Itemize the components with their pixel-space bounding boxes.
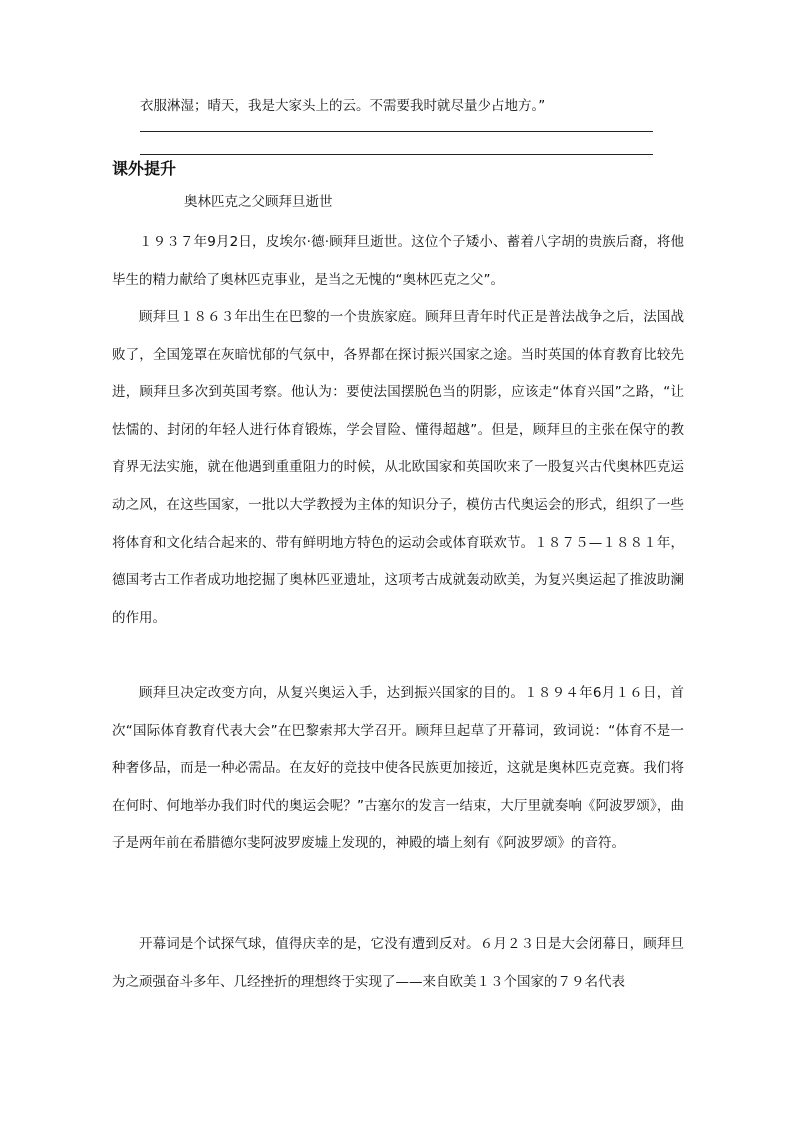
paragraph-2: 顾拜旦１８６３年出生在巴黎的一个贵族家庭。顾拜旦青年时代正是普法战争之后，法国战败了，全国笼罩在灰暗忧郁的气氛中，各界都在探讨振兴国家之途。当时英国的体育教育比较先进，顾拜旦多次到英国考察。他认为：要使法国摆脱色当的阴影，应该走“体育兴国”之路，“让怯懦的、封闭的年轻人进行体育锻炼，学会冒险、懂得超越”。但是，顾拜旦的主张在保守的教育界无法实施，就在他遇到重重阻力的时候，从北欧国家和英国吹来了一股复兴古代奥林匹克运动之风，在这些国家，一批以大学教授为主体的知识分子，模仿古代奥运会的形式，组织了一些将体育和文化结合起来的、带有鲜明地方特色的运动会或体育联欢节。１８７５—１８８１年，德国考古工作者成功地挖掘了奥林匹亚遗址，这项考古成就轰动欧美，为复兴奥运起了推波助澜的作用。	[112, 309, 684, 626]
paragraph-3: 顾拜旦决定改变方向，从复兴奥运入手，达到振兴国家的目的。１８９４年6月１６日，首次“国际体育教育代表大会”在巴黎索邦大学召开。顾拜旦起草了开幕词，致词说：“体育不是一种奢侈品，而是一种必需品。在友好的竞技中使各民族更加接近，这就是奥林匹克竞赛。我们将在何时、何地举办我们时代的奥运会呢？”古塞尔的发言一结束，大厅里就奏响《阿波罗颂》，曲子是两年前在希腊德尔斐阿波罗废墟上发现的，神殿的墙上刻有《阿波罗颂》的音符。	[112, 685, 684, 852]
answer-line-1	[140, 131, 653, 132]
article-title: 奥林匹克之父顾拜旦逝世	[184, 194, 333, 210]
top-fragment-text: 衣服淋湿；晴天，我是大家头上的云。不需要我时就尽量少占地方。”	[140, 98, 546, 114]
paragraph-1: １９３７年9月2日，皮埃尔·德·顾拜旦逝世。这位个子矮小、蓄着八字胡的贵族后裔，将他毕生的精力献给了奥林匹克事业，是当之无愧的“奥林匹克之父”。	[112, 234, 684, 288]
answer-line-2	[140, 154, 653, 155]
paragraph-4: 开幕词是个试探气球，值得庆幸的是，它没有遭到反对。６月２３日是大会闭幕日，顾拜旦为之顽强奋斗多年、几经挫折的理想终于实现了——来自欧美１３个国家的７９名代表	[112, 936, 684, 990]
section-heading: 课外提升	[112, 159, 177, 178]
